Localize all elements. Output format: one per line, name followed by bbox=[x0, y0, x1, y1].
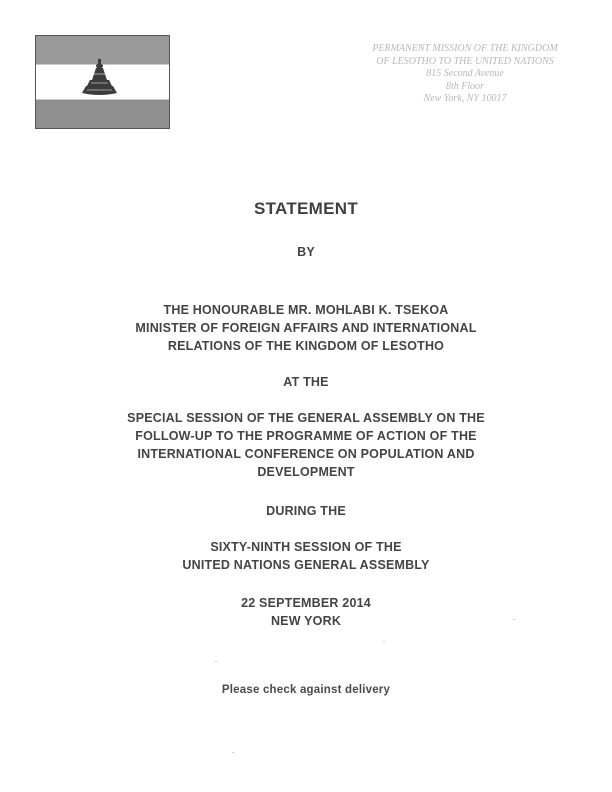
event-block bbox=[0, 409, 612, 481]
by-label: BY bbox=[297, 245, 315, 259]
address-line: 8th Floor bbox=[445, 80, 485, 92]
delivery-note: Please check against delivery bbox=[221, 684, 391, 696]
session-line: UNITED NATIONS GENERAL ASSEMBLY bbox=[182, 558, 430, 572]
speaker-line: MINISTER OF FOREIGN AFFAIRS AND INTERNATIONAL bbox=[135, 321, 477, 335]
address-line: New York, NY 10017 bbox=[423, 93, 507, 104]
date-line: 22 SEPTEMBER 2014 bbox=[241, 596, 371, 610]
session-line: SIXTY-NINTH SESSION OF THE bbox=[210, 540, 402, 554]
event-line: SPECIAL SESSION OF THE GENERAL ASSEMBLY ON THE bbox=[127, 411, 485, 425]
speaker-line: RELATIONS OF THE KINGDOM OF LESOTHO bbox=[167, 339, 445, 353]
lesotho-flag-icon bbox=[35, 35, 170, 129]
event-line: INTERNATIONAL CONFERENCE ON POPULATION AND bbox=[137, 447, 475, 461]
mokorotlo-hat-icon bbox=[36, 36, 169, 128]
event-line: DEVELOPMENT bbox=[257, 465, 355, 479]
scan-speck bbox=[383, 641, 385, 642]
at-the-label: AT THE bbox=[283, 375, 329, 389]
location-line: NEW YORK bbox=[270, 614, 342, 628]
address-line: OF LESOTHO TO THE UNITED NATIONS bbox=[376, 55, 554, 67]
date-location-block bbox=[0, 594, 612, 630]
address-line: PERMANENT MISSION OF THE KINGDOM bbox=[372, 43, 558, 54]
scan-speck bbox=[215, 661, 217, 662]
scan-speck bbox=[232, 752, 234, 753]
address-line: 815 Second Avenue bbox=[426, 68, 504, 79]
mission-address bbox=[345, 43, 585, 106]
during-the-label: DURING THE bbox=[266, 504, 346, 518]
speaker-block bbox=[0, 301, 612, 355]
speaker-line: THE HONOURABLE MR. MOHLABI K. TSEKOA bbox=[163, 303, 449, 317]
document-title: STATEMENT bbox=[253, 199, 359, 218]
session-block bbox=[0, 538, 612, 574]
event-line: FOLLOW-UP TO THE PROGRAMME OF ACTION OF THE bbox=[135, 429, 477, 443]
scan-speck bbox=[513, 619, 515, 620]
